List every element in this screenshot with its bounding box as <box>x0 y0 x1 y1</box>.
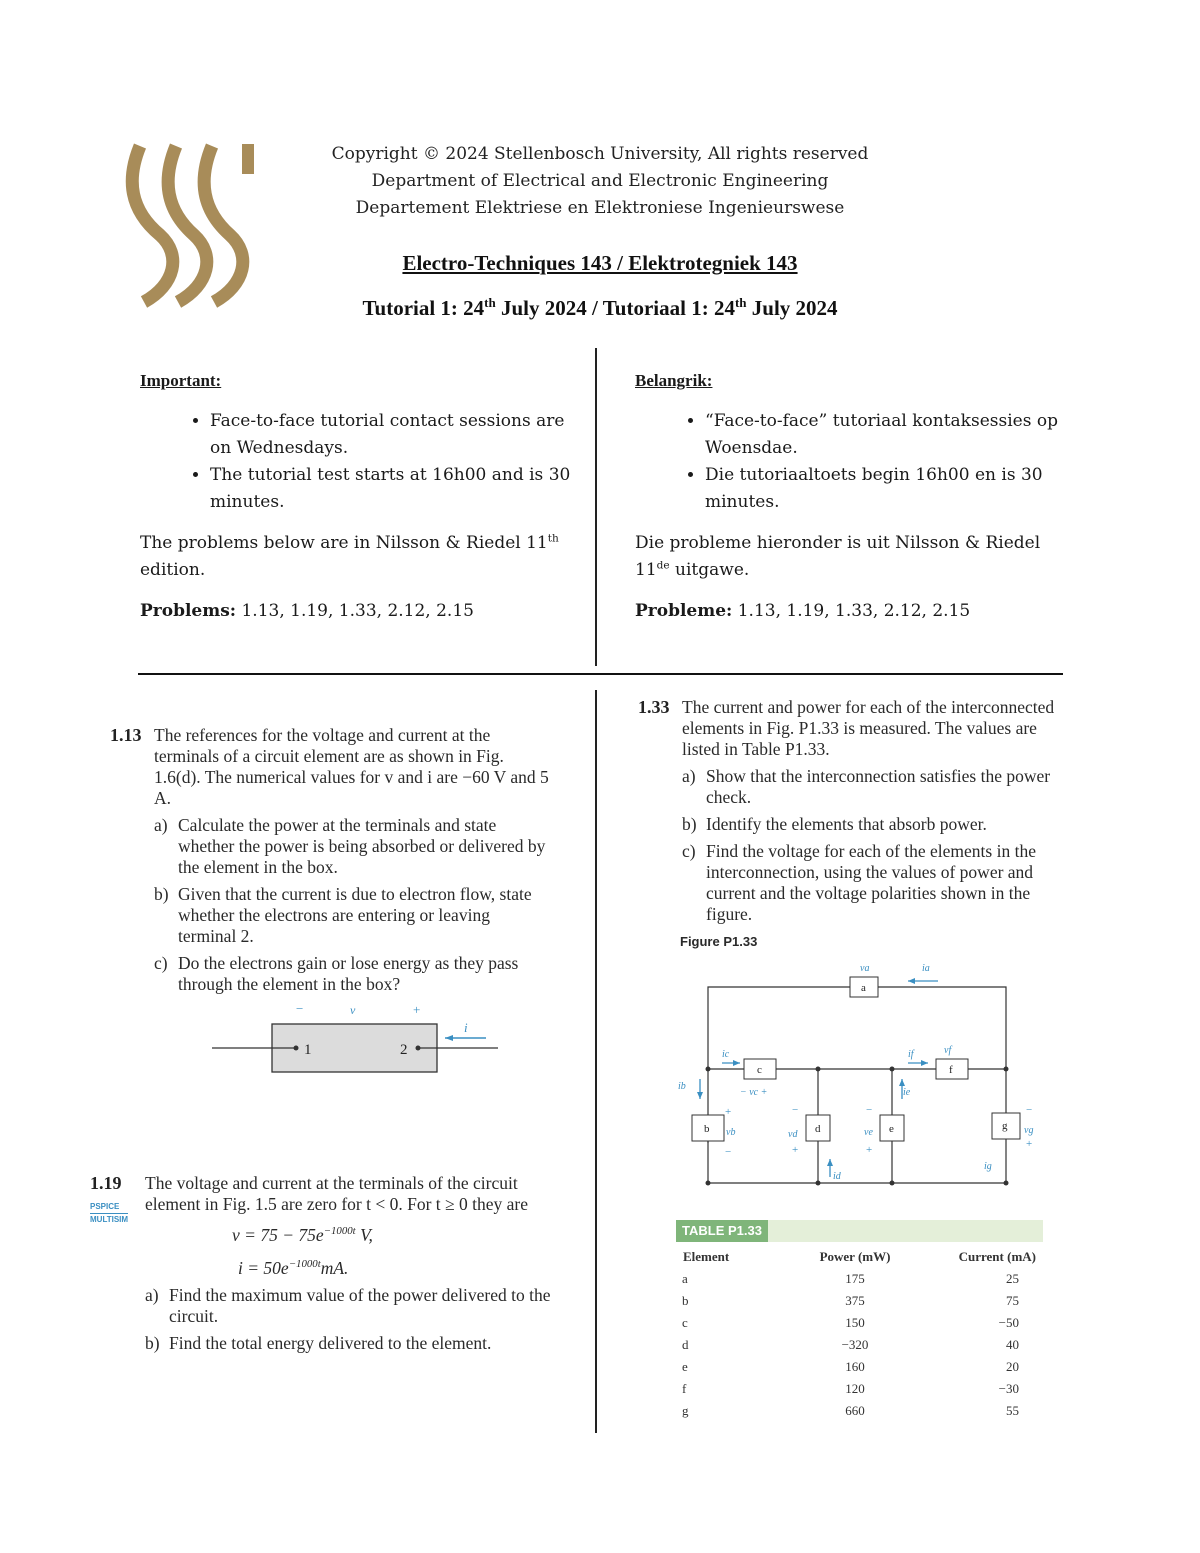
problem-number: 1.19 <box>90 1173 122 1193</box>
table-row <box>682 1312 1037 1334</box>
vb-plus: + <box>725 1106 732 1118</box>
table-row <box>682 1356 1037 1378</box>
ve-plus: + <box>866 1144 873 1156</box>
problem-number: 1.13 <box>110 725 142 745</box>
course-title: Electro-Techniques 143 / Elektrotegniek 143 <box>402 251 798 275</box>
figure-label: Figure P1.33 <box>680 934 758 949</box>
label-c: c <box>757 1064 762 1076</box>
important-heading: Important: <box>140 371 222 390</box>
cell-current: 55 <box>1006 1403 1019 1418</box>
problems-line: Probleme: 1.13, 1.19, 1.33, 2.12, 2.15 <box>635 601 971 621</box>
cell-element: f <box>682 1381 687 1396</box>
part-b: b) Identify the elements that absorb power. <box>682 814 987 834</box>
label-e: e <box>889 1123 894 1135</box>
label-g: g <box>1002 1120 1008 1132</box>
label-id: id <box>833 1171 841 1182</box>
logo-graphic <box>120 140 260 310</box>
cell-power: 660 <box>845 1403 865 1418</box>
label-d: d <box>815 1123 821 1135</box>
department-en: Department of Electrical and Electronic Engineering <box>371 171 829 191</box>
label-vb: vb <box>726 1127 736 1138</box>
label-ic: ic <box>722 1049 730 1060</box>
label-ib: ib <box>678 1081 686 1092</box>
problem-statement: The voltage and current at the terminals of the circuit element in Fig. 1.5 are zero for t < 0. For t ≥ 0 they are <box>145 1173 528 1214</box>
software-badges <box>90 1201 128 1226</box>
i-label: i <box>464 1020 468 1035</box>
cell-element: c <box>682 1315 688 1330</box>
terminal-1-label: 1 <box>304 1042 312 1058</box>
problem-1-19 <box>90 1173 560 1354</box>
part-a: a) Find the maximum value of the power delivered to the circuit. <box>145 1285 551 1326</box>
equation-i: $i = 50e^{-1000t}mA$. <box>238 1258 349 1278</box>
equation-v: $v = 75 - 75e^{-1000t}$ V, <box>232 1225 373 1245</box>
label-a: a <box>861 982 866 994</box>
part-a: a) Show that the interconnection satisfies the power check. <box>682 766 1051 807</box>
list-item: • Face-to-face tutorial contact sessions are on Wednesdays. <box>210 408 580 462</box>
vg-plus: + <box>1026 1138 1033 1150</box>
horizontal-rule <box>138 673 1063 675</box>
cell-element: g <box>682 1403 689 1418</box>
cell-current: −30 <box>998 1381 1019 1396</box>
part-b: b) Find the total energy delivered to the element. <box>145 1333 492 1353</box>
tutorial-title: Tutorial 1: 24th July 2024 / Tutoriaal 1: 24th July 2024 <box>362 295 838 320</box>
header-power: Power (mW) <box>819 1249 891 1264</box>
label-ie: ie <box>903 1087 911 1098</box>
terminal-1-dot <box>294 1046 299 1051</box>
cell-current: 25 <box>1006 1271 1019 1286</box>
circuit-figure <box>670 955 1050 1195</box>
label-va: va <box>860 963 870 974</box>
label-vc: − vc + <box>740 1087 768 1098</box>
current-arrowhead <box>445 1035 453 1041</box>
label-vf: vf <box>944 1045 952 1056</box>
problem-statement: The current and power for each of the interconnected elements in Fig. P1.33 is measured. The values are listed in Table P1.33. <box>682 697 1055 759</box>
label-f: f <box>949 1064 953 1076</box>
cell-current: −50 <box>998 1315 1019 1330</box>
cell-element: b <box>682 1293 689 1308</box>
pspice-badge: PSPICE <box>90 1202 120 1211</box>
part-a: a) Calculate the power at the terminals and state whether the power is being absorbed or delivered by the element in the box. <box>154 815 546 877</box>
table-title: TABLE P1.33 <box>676 1220 768 1242</box>
cell-element: d <box>682 1337 689 1352</box>
label-ia: ia <box>922 963 930 974</box>
list-item: • Die tutoriaaltoets begin 16h00 en is 30 minutes. <box>705 462 1065 516</box>
label-vd: vd <box>788 1129 798 1140</box>
element-figure <box>210 1000 500 1080</box>
wires <box>708 987 1006 1183</box>
v-label: v <box>350 1003 356 1017</box>
cell-power: −320 <box>841 1337 869 1352</box>
cell-power: 375 <box>845 1293 865 1308</box>
column-divider-bottom <box>595 690 597 1433</box>
belangrik-list <box>635 408 1065 516</box>
vb-minus: − <box>725 1146 732 1158</box>
header-current: Current (mA) <box>958 1249 1036 1264</box>
problem-1-13 <box>110 725 550 995</box>
part-c: c) Find the voltage for each of the elements in the interconnection, using the values of power and current and the voltage polarities shown in the figure. <box>682 841 1036 924</box>
vd-plus: + <box>792 1144 799 1156</box>
important-list <box>140 408 580 516</box>
label-ve: ve <box>864 1127 873 1138</box>
vg-minus: − <box>1026 1104 1033 1116</box>
cell-power: 160 <box>845 1359 865 1374</box>
part-b: b) Given that the current is due to electron flow, state whether the electrons are entering or leaving terminal 2. <box>154 884 532 946</box>
table-row <box>682 1334 1037 1356</box>
label-vg: vg <box>1024 1125 1034 1136</box>
problem-number: 1.33 <box>638 697 670 717</box>
header-element: Element <box>683 1249 730 1264</box>
problems-line: Problems: 1.13, 1.19, 1.33, 2.12, 2.15 <box>140 601 474 621</box>
table-row <box>682 1378 1037 1400</box>
problem-statement: The references for the voltage and current at the terminals of a circuit element are as shown in Fig. 1.6(d). The numerical values for v and i are −60 V and 5 A. <box>154 725 549 808</box>
minus-sign: − <box>296 1001 304 1016</box>
multisim-badge: MULTISIM <box>90 1215 129 1224</box>
table-header-row <box>682 1246 1037 1268</box>
cell-current: 75 <box>1006 1293 1019 1308</box>
column-divider-top <box>595 348 597 666</box>
table-row <box>682 1400 1037 1422</box>
label-b: b <box>704 1123 710 1135</box>
table-row <box>682 1290 1037 1312</box>
university-logo <box>120 140 260 310</box>
cell-current: 20 <box>1006 1359 1019 1374</box>
copyright-line: Copyright © 2024 Stellenbosch University, All rights reserved <box>331 144 869 164</box>
list-item: • The tutorial test starts at 16h00 and is 30 minutes. <box>210 462 580 516</box>
english-notes <box>140 367 580 639</box>
cell-element: e <box>682 1359 688 1374</box>
cell-power: 120 <box>845 1381 865 1396</box>
part-c: c) Do the electrons gain or lose energy as they pass through the element in the box? <box>154 953 519 994</box>
terminal-2-label: 2 <box>400 1042 408 1058</box>
department-af: Departement Elektriese en Elektroniese Ingenieurswese <box>355 198 845 218</box>
cell-power: 175 <box>845 1271 865 1286</box>
label-if: if <box>908 1049 914 1060</box>
ve-minus: − <box>866 1104 873 1116</box>
belangrik-heading: Belangrik: <box>635 371 713 390</box>
cell-current: 40 <box>1006 1337 1019 1352</box>
problem-1-33 <box>638 697 1073 952</box>
list-item: • “Face-to-face” tutoriaal kontaksessies op Woensdae. <box>705 408 1065 462</box>
plus-sign: + <box>413 1002 421 1017</box>
afrikaans-notes <box>635 367 1065 639</box>
cell-element: a <box>682 1271 688 1286</box>
data-table <box>682 1246 1037 1422</box>
table-row <box>682 1268 1037 1290</box>
label-ig: ig <box>984 1161 992 1172</box>
book-source: Die probleme hieronder is uit Nilsson & Riedel 11de uitgawe. <box>635 533 1041 580</box>
vd-minus: − <box>792 1104 799 1116</box>
book-source: The problems below are in Nilsson & Riedel 11th edition. <box>140 532 559 580</box>
cell-power: 150 <box>845 1315 865 1330</box>
